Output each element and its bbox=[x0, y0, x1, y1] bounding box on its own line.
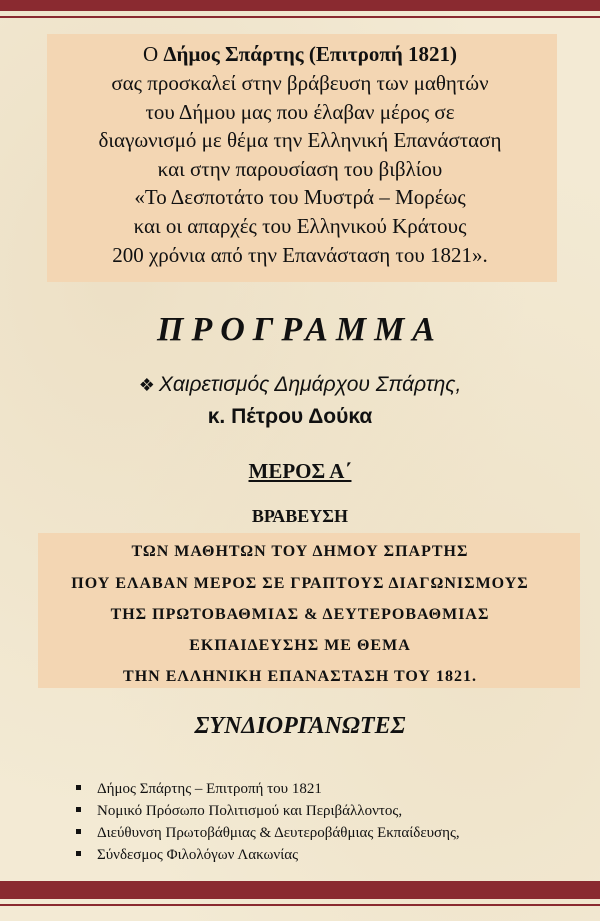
diamond-bullet-icon: ❖ bbox=[138, 375, 155, 395]
bottom-border bbox=[0, 881, 600, 899]
invitation-line: Ο Δήμος Σπάρτης (Επιτροπή 1821) bbox=[142, 42, 458, 66]
invitation-line: και στην παρουσίαση του βιβλίου bbox=[157, 157, 443, 181]
list-item: Νομικό Πρόσωπο Πολιτισμού και Περιβάλλοντος, bbox=[76, 800, 460, 822]
part-a-title: ΜΕΡΟΣ Α΄ bbox=[248, 459, 352, 483]
award-line: ΕΚΠΑΙΔΕΥΣΗΣ ΜΕ ΘΕΜΑ bbox=[189, 637, 411, 654]
award-title: ΒΡΑΒΕΥΣΗ bbox=[251, 506, 349, 526]
award-line: ΤΗΣ ΠΡΩΤΟΒΑΘΜΙΑΣ & ΔΕΥΤΕΡΟΒΑΘΜΙΑΣ bbox=[110, 606, 490, 623]
list-item: Σύνδεσμος Φιλολόγων Λακωνίας bbox=[76, 844, 460, 866]
bottom-border-line bbox=[0, 904, 600, 906]
award-line: ΤΗΝ ΕΛΛΗΝΙΚΗ ΕΠΑΝΑΣΤΑΣΗ ΤΟΥ 1821. bbox=[123, 668, 477, 685]
mayor-name: κ. Πέτρου Δούκα bbox=[207, 405, 373, 428]
top-border bbox=[0, 0, 600, 11]
square-bullet-icon bbox=[76, 829, 81, 834]
award-line: ΠΟΥ ΕΛΑΒΑΝ ΜΕΡΟΣ ΣΕ ΓΡΑΠΤΟΥΣ ΔΙΑΓΩΝΙΣΜΟΥΣ bbox=[71, 575, 529, 592]
list-item: Διεύθυνση Πρωτοβάθμιας & Δευτεροβάθμιας Εκπαίδευσης, bbox=[76, 822, 460, 844]
invitation-line: του Δήμου μας που έλαβαν μέρος σε bbox=[145, 100, 455, 124]
award-line: ΤΩΝ ΜΑΘΗΤΩΝ ΤΟΥ ΔΗΜΟΥ ΣΠΑΡΤΗΣ bbox=[131, 543, 469, 560]
invitation-line: 200 χρόνια από την Επανάσταση του 1821». bbox=[112, 243, 488, 267]
invitation-line: σας προσκαλεί στην βράβευση των μαθητών bbox=[111, 71, 489, 95]
square-bullet-icon bbox=[76, 851, 81, 856]
co-organizers-title: ΣΥΝΔΙΟΡΓΑΝΩΤΕΣ bbox=[194, 713, 406, 739]
list-item: Δήμος Σπάρτης – Επιτροπή του 1821 bbox=[76, 778, 460, 800]
square-bullet-icon bbox=[76, 807, 81, 812]
invitation-line: διαγωνισμό με θέμα την Ελληνική Επανάσταση bbox=[98, 128, 502, 152]
co-organizers-list bbox=[76, 778, 460, 866]
top-border-line bbox=[0, 16, 600, 18]
invitation-line: «Το Δεσποτάτο του Μυστρά – Μορέως bbox=[134, 185, 466, 209]
greeting bbox=[0, 373, 600, 397]
square-bullet-icon bbox=[76, 785, 81, 790]
program-title: ΠΡΟΓΡΑΜΜΑ bbox=[157, 311, 443, 348]
greeting-text: Χαιρετισμός Δημάρχου Σπάρτης, bbox=[158, 373, 462, 396]
invitation-line: και οι απαρχές του Ελληνικού Κράτους bbox=[133, 214, 467, 238]
